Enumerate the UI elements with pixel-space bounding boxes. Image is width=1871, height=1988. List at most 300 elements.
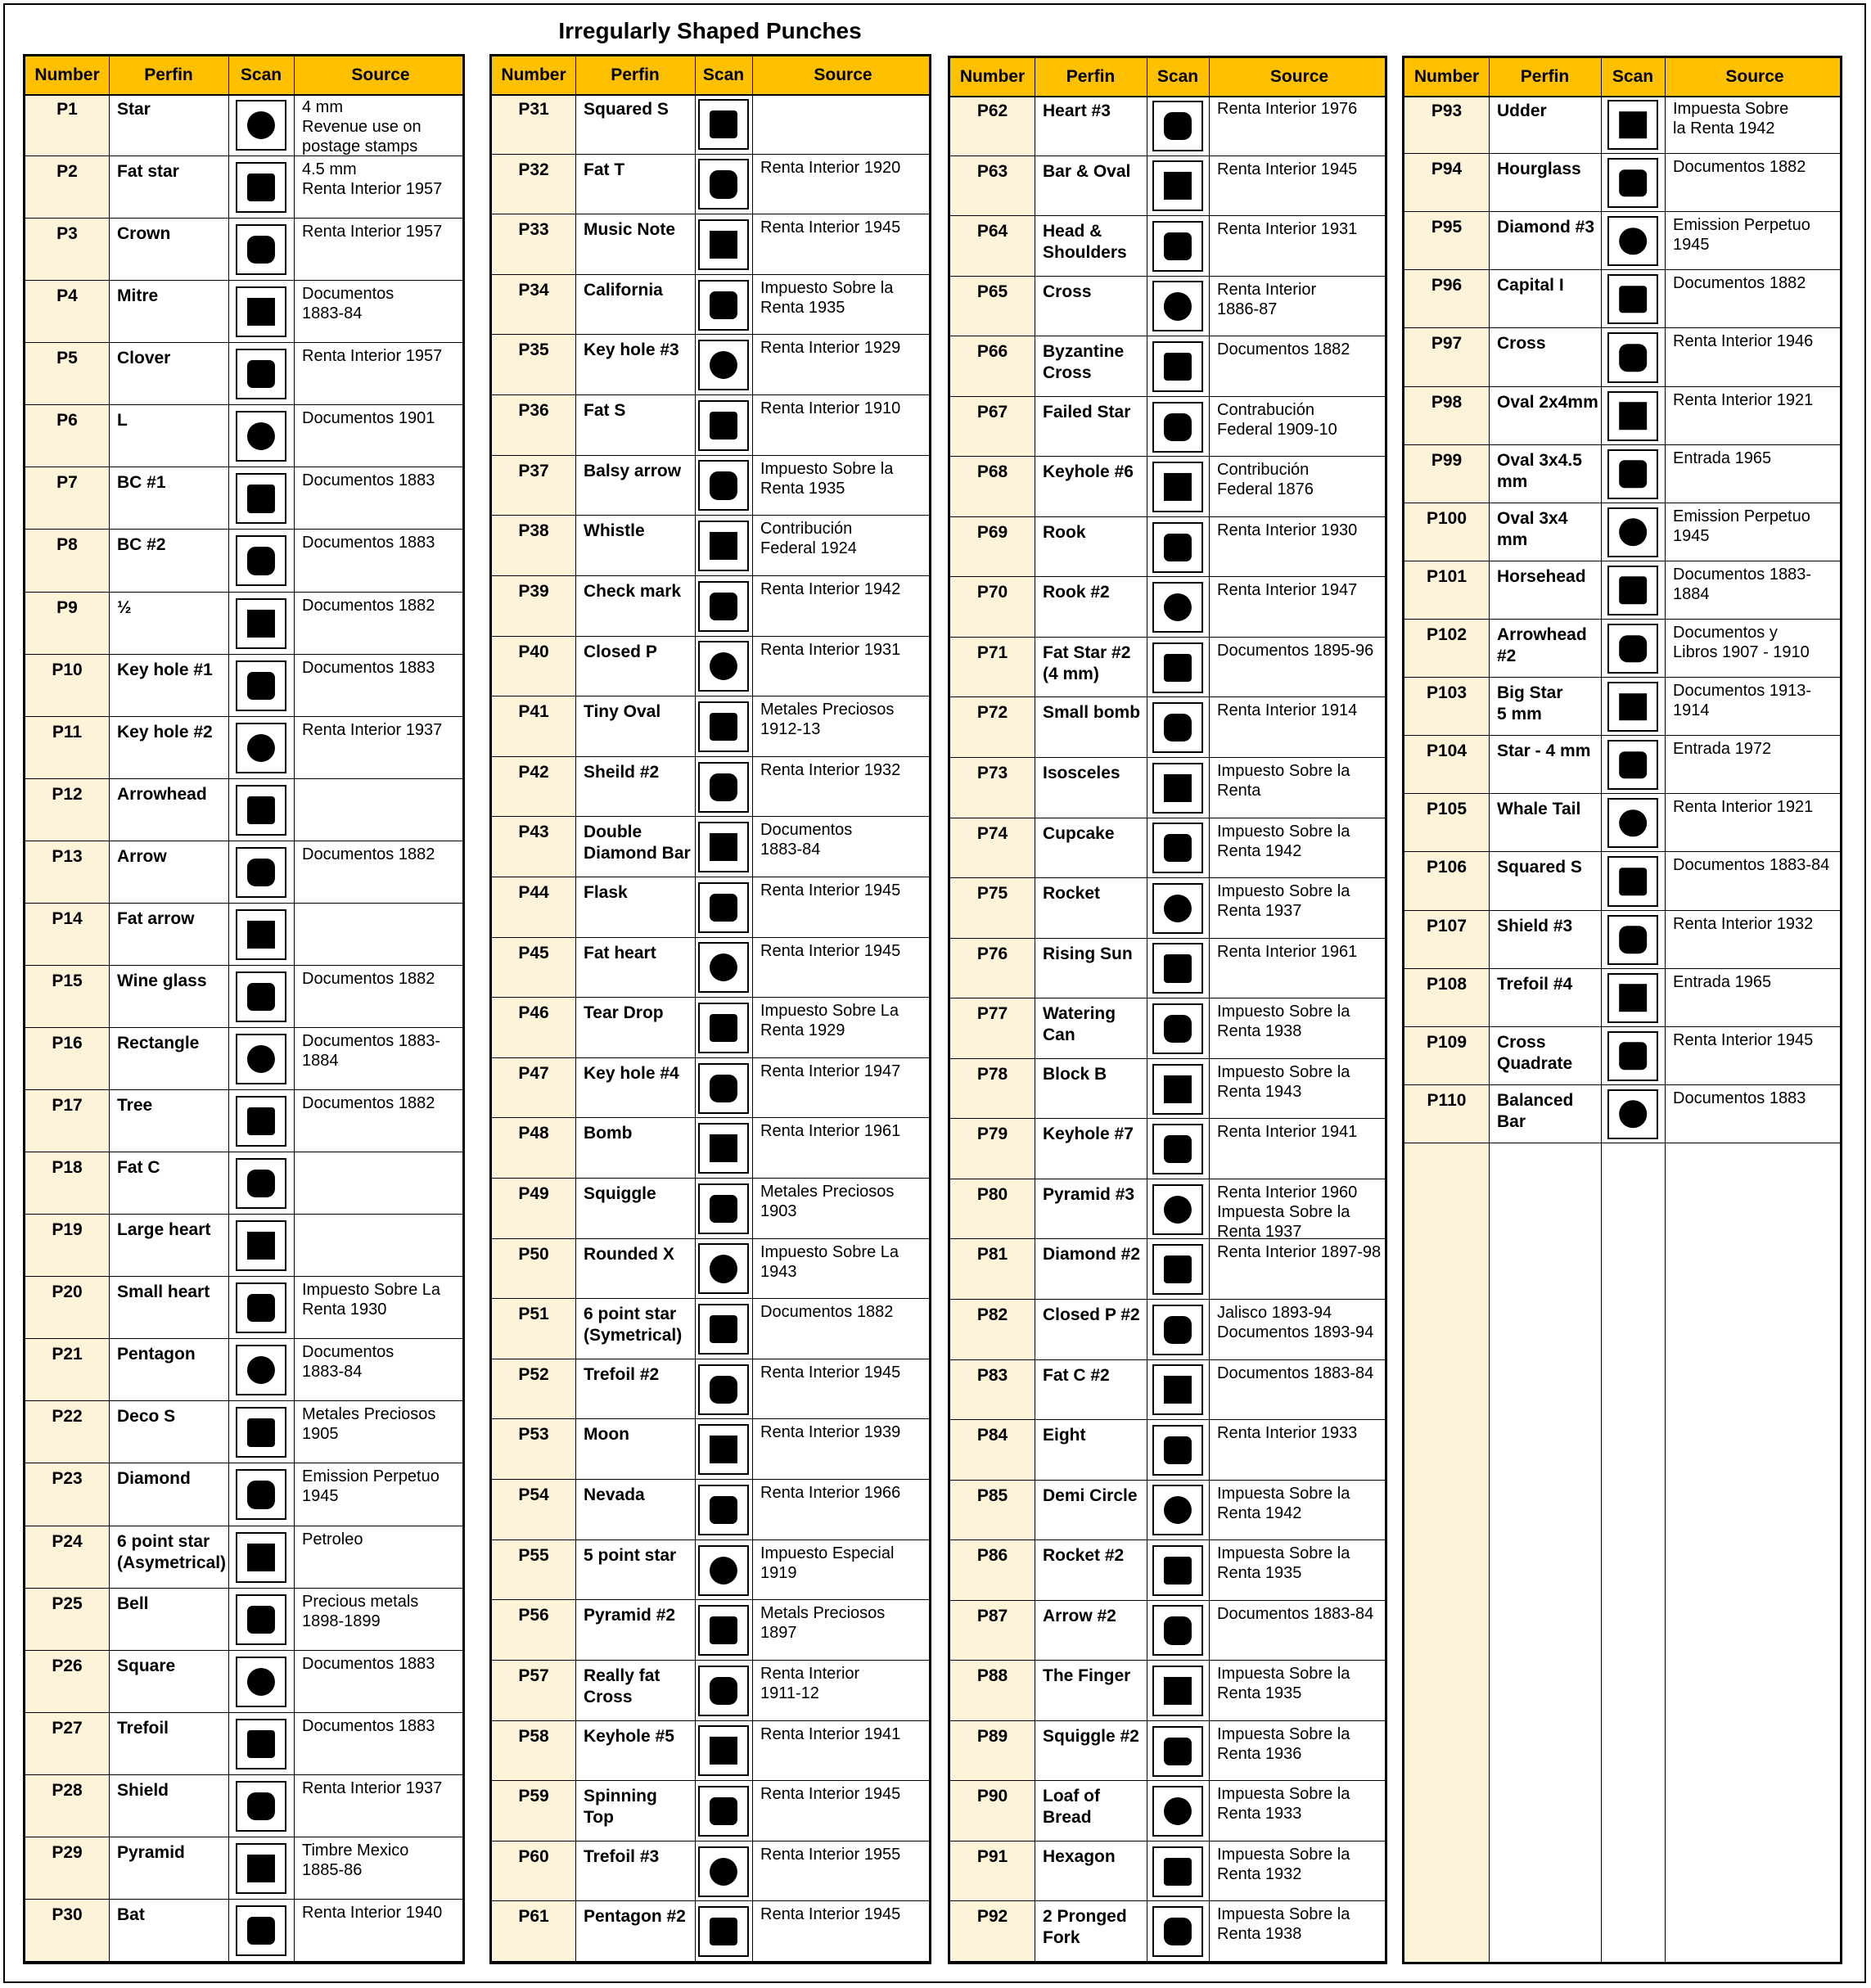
table-row — [1404, 1085, 1840, 1143]
punch-number: P65 — [976, 282, 1008, 301]
table-row — [950, 1059, 1385, 1120]
source-text: Documentos 1883-84 — [760, 821, 853, 859]
punch-number: P39 — [518, 581, 549, 601]
perfin-silhouette — [1619, 1043, 1647, 1071]
perfin-scan-image — [698, 1906, 749, 1957]
source-text: Impuesto Sobre la Renta 1935 — [760, 278, 894, 317]
table-row — [492, 1419, 929, 1480]
perfin-name: Mitre — [117, 286, 159, 306]
perfin-silhouette — [710, 1255, 737, 1283]
perfin-silhouette — [1164, 172, 1192, 200]
punch-number: P14 — [52, 908, 83, 928]
table-row — [492, 456, 929, 516]
header-scan: Scan — [1156, 67, 1199, 86]
source-text: Renta Interior 1910 — [760, 399, 901, 418]
source-text: Impuesta Sobre la Renta 1942 — [1673, 100, 1789, 137]
table-row — [25, 966, 462, 1028]
perfin-silhouette — [1619, 577, 1647, 605]
perfin-name: BC #2 — [117, 535, 166, 555]
perfin-name: L — [117, 411, 128, 431]
table-row — [950, 1601, 1385, 1661]
source-text: Documentos 1883-84 — [1673, 856, 1830, 875]
table-row — [950, 1239, 1385, 1300]
punch-number: P54 — [518, 1485, 549, 1505]
perfin-silhouette — [247, 796, 275, 824]
perfin-silhouette — [1164, 1135, 1192, 1163]
punch-number: P84 — [976, 1426, 1008, 1445]
table-row — [1404, 328, 1840, 386]
source-text: Emission Perpetuo 1945 — [302, 1467, 440, 1506]
table-row — [492, 395, 929, 456]
perfin-scan-image — [698, 1063, 749, 1114]
punch-number: P94 — [1431, 160, 1463, 179]
table-row — [950, 397, 1385, 458]
perfin-scan-image — [236, 1220, 286, 1271]
perfin-scan-image — [1607, 158, 1657, 208]
perfin-silhouette — [247, 1356, 275, 1384]
perfin-silhouette — [1164, 1316, 1192, 1344]
source-text: Renta Interior 1941 — [760, 1724, 901, 1743]
source-text: Documentos 1883- 1884 — [302, 1032, 440, 1070]
table-row — [492, 1721, 929, 1782]
perfin-name: Really fat Cross — [584, 1666, 660, 1706]
table-row — [950, 156, 1385, 217]
source-text: Documentos 1882 — [302, 845, 435, 863]
perfin-name: Pyramid #3 — [1043, 1184, 1135, 1204]
perfin-silhouette — [1164, 895, 1192, 922]
table-row — [25, 1589, 462, 1651]
table-row — [950, 457, 1385, 517]
perfin-silhouette — [1164, 1616, 1192, 1644]
perfin-name: Large heart — [117, 1220, 211, 1240]
punch-number: P47 — [518, 1063, 549, 1083]
source-text: Renta Interior 1914 — [1217, 701, 1358, 720]
perfin-name: Hexagon — [1043, 1846, 1116, 1866]
punch-number: P12 — [52, 784, 83, 804]
table-row — [25, 1463, 462, 1526]
perfin-name: Keyhole #6 — [1043, 462, 1134, 482]
source-text: Impuesto Sobre la Renta 1938 — [1217, 1003, 1350, 1041]
source-text: Renta Interior 1945 — [1217, 160, 1358, 178]
punch-number: P70 — [976, 583, 1008, 602]
table-row — [950, 1119, 1385, 1179]
punch-number: P40 — [518, 642, 549, 661]
punch-number: P52 — [518, 1364, 549, 1384]
perfin-name: Keyhole #5 — [584, 1726, 674, 1746]
perfin-name: Sheild #2 — [584, 762, 660, 782]
perfin-name: Udder — [1497, 101, 1547, 120]
punch-number: P56 — [518, 1606, 549, 1625]
header-perfin: Perfin — [144, 65, 193, 84]
perfin-scan-image — [236, 1469, 286, 1520]
perfin-name: Head & Shoulders — [1043, 222, 1127, 263]
table-row — [492, 1058, 929, 1119]
punch-number: P33 — [518, 220, 549, 240]
source-text: Contribución Federal 1876 — [1217, 461, 1314, 499]
perfin-scan-image — [1152, 1605, 1203, 1656]
table-row — [492, 94, 929, 155]
punch-number: P17 — [52, 1096, 83, 1116]
perfin-silhouette — [247, 610, 275, 638]
punch-number: P79 — [976, 1125, 1008, 1144]
punch-number: P76 — [976, 944, 1008, 963]
punch-number: P31 — [518, 100, 549, 119]
source-text: Renta Interior 1961 — [760, 1122, 901, 1141]
punch-table-2 — [489, 54, 931, 1964]
perfin-silhouette — [710, 412, 737, 440]
perfin-silhouette — [710, 833, 737, 861]
perfin-name: Small heart — [117, 1283, 210, 1302]
perfin-name: Eight — [1043, 1426, 1086, 1445]
perfin-name: Crown — [117, 224, 171, 244]
perfin-scan-image — [698, 822, 749, 872]
perfin-silhouette — [1619, 228, 1647, 255]
source-text: Entrada 1965 — [1673, 972, 1772, 991]
source-text: Documentos 1883 — [1673, 1089, 1806, 1107]
perfin-silhouette — [1619, 1101, 1647, 1129]
table-row — [25, 281, 462, 343]
source-text: Documentos 1882 — [302, 1094, 435, 1113]
source-text: Renta Interior 1937 — [302, 1778, 443, 1797]
perfin-name: Wine glass — [117, 971, 207, 990]
punch-number: P36 — [518, 401, 549, 421]
perfin-silhouette — [710, 1376, 737, 1404]
table-row — [950, 999, 1385, 1059]
perfin-name: Fat star — [117, 162, 179, 182]
table-row — [1404, 154, 1840, 212]
perfin-scan-image — [236, 909, 286, 960]
punch-number: P9 — [56, 597, 78, 617]
table-row — [1404, 445, 1840, 503]
source-text: Impuesta Sobre la Renta 1936 — [1217, 1724, 1350, 1763]
source-text: Renta Interior 1911-12 — [760, 1664, 860, 1702]
table-row — [25, 593, 462, 655]
source-text: Metales Preciosos 1912-13 — [760, 701, 895, 739]
perfin-silhouette — [1164, 1255, 1192, 1283]
punch-number: P5 — [56, 349, 78, 368]
perfin-scan-image — [698, 1725, 749, 1776]
perfin-name: Trefoil #4 — [1497, 974, 1573, 994]
perfin-scan-image — [1152, 462, 1203, 512]
perfin-silhouette — [710, 532, 737, 560]
punch-number: P10 — [52, 660, 83, 679]
source-text: Renta Interior 1920 — [760, 158, 901, 177]
perfin-scan-image — [236, 1657, 286, 1707]
perfin-scan-image — [1607, 915, 1657, 965]
perfin-scan-image — [1152, 1485, 1203, 1535]
perfin-scan-image — [698, 1545, 749, 1596]
source-text: Impuesto Sobre la Renta 1942 — [1217, 822, 1350, 860]
punch-number: P26 — [52, 1656, 83, 1675]
table-row — [950, 939, 1385, 999]
source-text: Impuesto Sobre La 1943 — [760, 1242, 899, 1281]
perfin-silhouette — [1164, 1196, 1192, 1224]
perfin-silhouette — [710, 1436, 737, 1463]
perfin-silhouette — [247, 111, 275, 139]
table-row — [25, 841, 462, 904]
punch-number: P25 — [52, 1594, 83, 1613]
perfin-scan-image — [236, 162, 286, 213]
perfin-name: 6 point star (Symetrical) — [584, 1305, 683, 1346]
punch-number: P75 — [976, 884, 1008, 904]
perfin-silhouette — [247, 547, 275, 575]
perfin-name: Diamond #3 — [1497, 218, 1595, 237]
perfin-silhouette — [247, 734, 275, 762]
punch-number: P63 — [976, 161, 1008, 181]
perfin-silhouette — [710, 1134, 737, 1162]
source-text: Renta Interior 1937 — [302, 720, 443, 739]
perfin-scan-image — [698, 99, 749, 150]
perfin-name: Bomb — [584, 1124, 633, 1143]
table-row — [950, 517, 1385, 578]
punch-number: P2 — [56, 162, 78, 182]
perfin-silhouette — [1164, 1797, 1192, 1825]
perfin-silhouette — [1164, 412, 1192, 440]
source-text: Entrada 1965 — [1673, 449, 1772, 467]
perfin-scan-image — [698, 701, 749, 752]
header-source: Source — [1725, 67, 1784, 86]
punch-number: P107 — [1426, 916, 1467, 935]
perfin-name: Trefoil #2 — [584, 1364, 660, 1384]
punch-number: P105 — [1426, 800, 1467, 819]
table-row — [492, 817, 929, 877]
punch-number: P100 — [1426, 508, 1467, 528]
perfin-scan-image — [1152, 1305, 1203, 1355]
perfin-silhouette — [1164, 593, 1192, 621]
source-text: Renta Interior 1961 — [1217, 942, 1358, 961]
punch-number: P16 — [52, 1034, 83, 1053]
perfin-name: Key hole #3 — [584, 340, 679, 360]
perfin-name: BC #1 — [117, 473, 166, 493]
table-row — [1404, 911, 1840, 969]
source-text: Precious metals 1898-1899 — [302, 1592, 419, 1630]
table-row — [492, 1299, 929, 1359]
perfin-scan-image — [1607, 216, 1657, 266]
perfin-silhouette — [710, 231, 737, 259]
perfin-name: Fat Star #2 (4 mm) — [1043, 642, 1131, 683]
perfin-scan-image — [698, 942, 749, 993]
perfin-silhouette — [247, 1917, 275, 1945]
perfin-silhouette — [1164, 292, 1192, 320]
source-text: Impuesto Sobre la Renta 1943 — [1217, 1062, 1350, 1101]
source-text: Documentos 1883-84 — [302, 1343, 394, 1382]
perfin-name: Deco S — [117, 1407, 176, 1427]
table-row — [950, 577, 1385, 638]
punch-number: P68 — [976, 462, 1008, 482]
punch-number: P49 — [518, 1184, 549, 1204]
punch-number: P29 — [52, 1842, 83, 1862]
perfin-scan-image — [236, 1594, 286, 1645]
table-row — [1404, 387, 1840, 445]
table-row — [492, 1661, 929, 1721]
perfin-name: 5 point star — [584, 1545, 677, 1565]
perfin-scan-image — [698, 882, 749, 933]
table-row — [492, 757, 929, 818]
perfin-name: Pyramid #2 — [584, 1606, 676, 1625]
table-row — [25, 1837, 462, 1900]
header-scan: Scan — [240, 65, 282, 84]
source-text: Impuesta Sobre la Renta 1932 — [1217, 1845, 1350, 1883]
table-row — [492, 516, 929, 576]
punch-number: P110 — [1427, 1090, 1467, 1110]
table-row — [950, 1420, 1385, 1481]
punch-number: P1 — [56, 100, 78, 119]
perfin-name: Balanced Bar — [1497, 1090, 1574, 1131]
punch-number: P42 — [518, 762, 549, 782]
perfin-scan-image — [1152, 1425, 1203, 1476]
source-text: Contrabución Federal 1909-10 — [1217, 400, 1337, 439]
perfin-silhouette — [247, 983, 275, 1011]
table-row — [950, 1360, 1385, 1421]
header-perfin: Perfin — [611, 65, 660, 84]
perfin-silhouette — [247, 921, 275, 949]
perfin-silhouette — [1164, 1075, 1192, 1102]
perfin-scan-image — [1152, 823, 1203, 873]
perfin-scan-image — [1607, 274, 1657, 324]
source-text: Documentos 1882 — [760, 1303, 894, 1322]
source-text: Renta Interior 1942 — [760, 579, 901, 598]
perfin-name: Shield — [117, 1780, 169, 1800]
source-text: Documentos 1895-96 — [1217, 641, 1374, 660]
perfin-name: Square — [117, 1656, 176, 1675]
table-row — [950, 336, 1385, 397]
source-text: Metales Preciosos 1903 — [760, 1183, 895, 1221]
perfin-scan-image — [698, 641, 749, 692]
source-text: 4 mm Revenue use on postage stamps — [302, 98, 422, 156]
perfin-scan-image — [698, 1605, 749, 1656]
table-row — [1404, 212, 1840, 270]
punch-number: P69 — [976, 522, 1008, 542]
punch-number: P28 — [52, 1780, 83, 1800]
punch-number: P109 — [1426, 1032, 1467, 1052]
perfin-silhouette — [1164, 1436, 1192, 1464]
perfin-scan-image — [698, 1485, 749, 1535]
source-text: Documentos 1883 — [302, 534, 435, 552]
punch-number: P46 — [518, 1003, 549, 1023]
perfin-name: ½ — [117, 597, 132, 617]
punch-number: P22 — [52, 1407, 83, 1427]
perfin-scan-image — [1607, 682, 1657, 732]
punch-number: P8 — [56, 535, 78, 555]
punch-number: P3 — [56, 224, 78, 244]
perfin-name: Fat T — [584, 160, 625, 179]
perfin-name: Squared S — [584, 100, 669, 119]
perfin-name: Fat S — [584, 401, 626, 421]
perfin-name: Arrowhead — [117, 784, 207, 804]
perfin-name: Failed Star — [1043, 402, 1131, 421]
table-row — [25, 467, 462, 530]
punch-number: P77 — [976, 1004, 1008, 1024]
perfin-name: Closed P — [584, 642, 657, 661]
perfin-name: Diamond — [117, 1469, 191, 1489]
perfin-scan-image — [1607, 449, 1657, 499]
perfin-scan-image — [698, 1424, 749, 1475]
perfin-scan-image — [698, 1364, 749, 1415]
perfin-scan-image — [236, 224, 286, 275]
source-text: Renta Interior 1945 — [1673, 1030, 1814, 1049]
perfin-scan-image — [1607, 100, 1657, 150]
perfin-name: Rounded X — [584, 1244, 674, 1264]
perfin-silhouette — [247, 485, 275, 512]
perfin-name: Whale Tail — [1497, 800, 1581, 819]
punch-number: P104 — [1426, 742, 1467, 761]
perfin-silhouette — [1164, 1677, 1192, 1705]
perfin-scan-image — [236, 1158, 286, 1209]
perfin-silhouette — [710, 1616, 737, 1644]
perfin-scan-image — [698, 762, 749, 813]
source-text: Renta Interior 1933 — [1217, 1424, 1358, 1443]
perfin-scan-image — [236, 723, 286, 773]
punch-number: P11 — [52, 722, 83, 742]
perfin-scan-image — [236, 1034, 286, 1084]
perfin-silhouette — [247, 422, 275, 450]
punch-number: P103 — [1426, 683, 1467, 703]
perfin-name: Cupcake — [1043, 823, 1115, 843]
perfin-scan-image — [236, 1532, 286, 1583]
table-row — [492, 275, 929, 336]
punch-number: P4 — [56, 286, 78, 306]
perfin-name: Trefoil — [117, 1718, 169, 1738]
perfin-scan-image — [1607, 332, 1657, 382]
source-text: Renta Interior 1932 — [1673, 914, 1814, 933]
perfin-name: Oval 3x4 mm — [1497, 508, 1568, 549]
perfin-silhouette — [1619, 111, 1647, 139]
source-text: Metals Preciosos 1897 — [760, 1604, 886, 1643]
punch-table-4 — [1402, 56, 1842, 1964]
perfin-silhouette — [247, 1045, 275, 1073]
table-row — [492, 1480, 929, 1540]
punch-number: P108 — [1426, 974, 1467, 994]
source-text: Impuesto Sobre la Renta 1937 — [1217, 882, 1350, 921]
table-row — [950, 758, 1385, 818]
source-text: Renta Interior 1945 — [760, 881, 901, 899]
perfin-scan-image — [236, 1781, 286, 1832]
table-row — [1404, 503, 1840, 561]
perfin-silhouette — [247, 360, 275, 388]
source-text: Renta Interior 1931 — [760, 640, 901, 659]
source-text: Documentos 1883- 1884 — [1673, 565, 1811, 603]
perfin-silhouette — [1619, 286, 1647, 313]
perfin-silhouette — [710, 351, 737, 379]
punch-number: P99 — [1431, 450, 1463, 470]
perfin-silhouette — [710, 593, 737, 620]
source-text: Renta Interior 1921 — [1673, 798, 1814, 817]
perfin-scan-image — [698, 521, 749, 571]
table-row — [492, 637, 929, 697]
source-text: Documentos 1883 — [302, 1716, 435, 1735]
punch-number: P44 — [518, 882, 549, 902]
perfin-scan-image — [698, 581, 749, 632]
source-text: Renta Interior 1947 — [1217, 581, 1358, 600]
source-text: 4.5 mm Renta Interior 1957 — [302, 160, 443, 199]
table-row — [492, 1841, 929, 1902]
table-row — [25, 1090, 462, 1152]
perfin-name: Tear Drop — [584, 1003, 664, 1023]
table-row — [25, 1900, 462, 1962]
punch-number: P88 — [976, 1666, 1008, 1686]
table-row — [1404, 96, 1840, 154]
perfin-scan-image — [1607, 624, 1657, 674]
perfin-silhouette — [247, 1730, 275, 1758]
perfin-silhouette — [1164, 1376, 1192, 1404]
punch-number: P93 — [1431, 101, 1463, 120]
perfin-scan-image — [1152, 160, 1203, 211]
punch-number: P95 — [1431, 218, 1463, 237]
perfin-name: Watering Can — [1043, 1004, 1116, 1045]
table-row — [492, 214, 929, 275]
perfin-scan-image — [236, 535, 286, 586]
perfin-scan-image — [236, 1719, 286, 1769]
